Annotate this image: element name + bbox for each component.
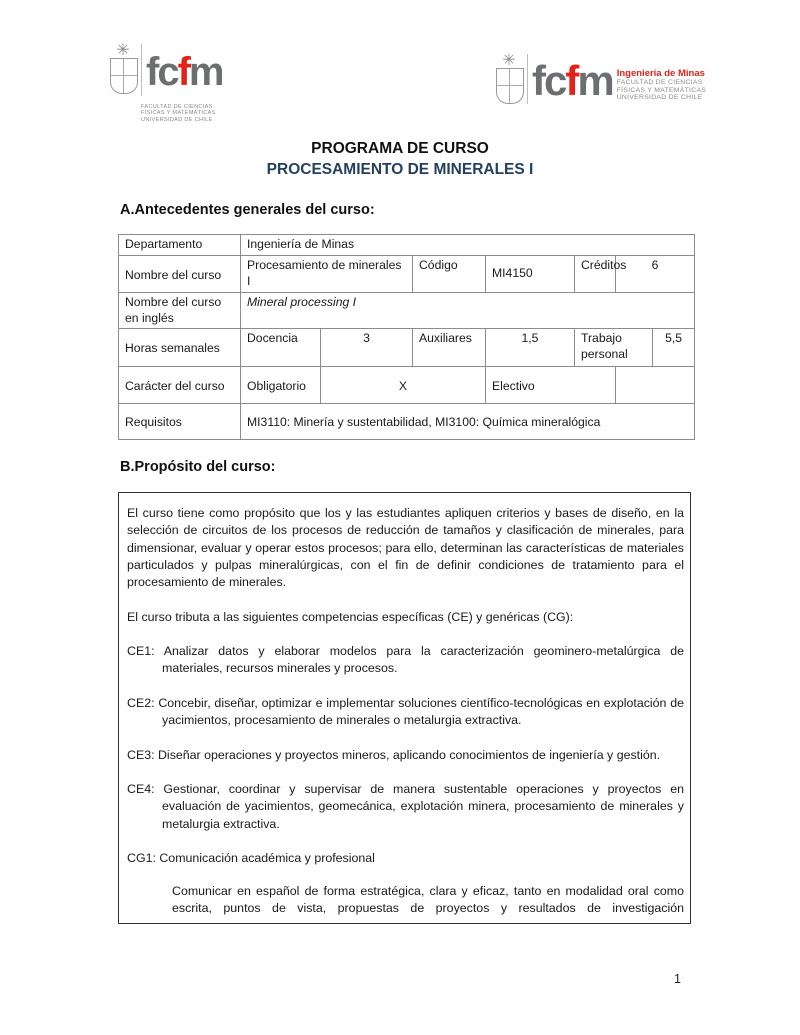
fcfm-wordmark: fcfm	[532, 57, 613, 104]
university-crest-icon: ✳	[494, 54, 524, 106]
competency-ce1: CE1: Analizar datos y elaborar modelos para la caracterización geominero-metalúrgica de materiales, recursos minerales y procesos.	[127, 644, 684, 676]
table-row-caracter	[119, 367, 695, 404]
university-crest-icon: ✳	[108, 44, 138, 96]
obligatorio-mark: X	[321, 367, 486, 404]
horas-label: Horas semanales	[119, 329, 241, 367]
table-row-horas	[119, 329, 695, 367]
electivo-mark	[616, 367, 695, 404]
auxiliares-value: 1,5	[486, 329, 575, 367]
nombre-ingles-value: Mineral processing I	[241, 293, 695, 329]
nombre-label: Nombre del curso	[119, 256, 241, 293]
table-row-nombre-ingles	[119, 293, 695, 329]
competency-ce3: CE3: Diseñar operaciones y proyectos mineros, aplicando conocimientos de ingeniería y gestión.	[127, 748, 661, 762]
section-a-heading: A.Antecedentes generales del curso:	[120, 202, 375, 218]
requisitos-label: Requisitos	[119, 404, 241, 440]
docencia-label: Docencia	[241, 329, 321, 367]
faculty-subtitle-left: FACULTAD DE CIENCIAS FÍSICAS Y MATEMÁTICAS UNIVERSIDAD DE CHILE	[141, 104, 216, 123]
department-name: Ingeniería de Minas	[616, 68, 705, 79]
requisitos-value: MI3110: Minería y sustentabilidad, MI3100: Química mineralógica	[241, 404, 695, 440]
competency-cg1-title: CG1: Comunicación académica y profesional	[127, 851, 375, 865]
trabajo-label: Trabajo personal	[575, 329, 653, 367]
caracter-label: Carácter del curso	[119, 367, 241, 404]
page-number: 1	[674, 972, 681, 986]
electivo-label: Electivo	[486, 367, 616, 404]
fcfm-logo-left	[108, 44, 222, 96]
table-row-nombre	[119, 256, 695, 293]
fcfm-logo-right	[494, 54, 706, 106]
trabajo-value: 5,5	[653, 329, 695, 367]
course-info-table	[118, 234, 695, 440]
competencies-intro: El curso tributa a las siguientes competencias específicas (CE) y genéricas (CG):	[127, 610, 574, 624]
section-b-heading: B.Propósito del curso:	[120, 459, 276, 475]
fcfm-wordmark: fcfm	[146, 50, 223, 94]
nombre-ingles-label: Nombre del curso en inglés	[119, 293, 241, 329]
table-row-departamento	[119, 235, 695, 256]
creditos-value: 6	[616, 256, 695, 293]
docencia-value: 3	[321, 329, 413, 367]
departamento-label: Departamento	[119, 235, 241, 256]
codigo-label: Código	[413, 256, 486, 293]
competency-cg1-text: Comunicar en español de forma estratégica, clara y eficaz, tanto en modalidad oral como escrita, puntos de vista, propuestas de proyectos y resultados de investigación	[172, 884, 684, 916]
purpose-box	[118, 492, 691, 924]
nombre-value: Procesamiento de minerales I	[241, 256, 413, 293]
faculty-subtitle-right: FACULTAD DE CIENCIAS FÍSICAS Y MATEMÁTICAS UNIVERSIDAD DE CHILE	[616, 79, 707, 102]
purpose-paragraph: El curso tiene como propósito que los y las estudiantes apliquen criterios y bases de diseño, en la selección de circuitos de los procesos de reducción de tamaños y clasificación de minerales, para dimensionar, evaluar y operar estos procesos; para ello, determinan las características de materiales particulados y pulpas mineralúrgicas, con el fin de definir condiciones de tratamiento para el procesamiento de minerales.	[127, 506, 684, 590]
table-row-requisitos	[119, 404, 695, 440]
departamento-value: Ingeniería de Minas	[241, 235, 695, 256]
program-title: PROGRAMA DE CURSO	[311, 140, 489, 157]
codigo-value: MI4150	[486, 256, 575, 293]
obligatorio-label: Obligatorio	[241, 367, 321, 404]
competency-ce2: CE2: Concebir, diseñar, optimizar e implementar soluciones científico-tecnológicas en explotación de yacimientos, procesamiento de minerales o metalurgia extractiva.	[127, 696, 684, 728]
competency-ce4: CE4: Gestionar, coordinar y supervisar de manera sustentable operaciones y proyectos en evaluación de yacimientos, geomecánica, explotación minera, procesamiento de minerales y metalurgia extractiva.	[127, 782, 684, 831]
creditos-label: Créditos	[575, 256, 616, 293]
course-title: PROCESAMIENTO DE MINERALES I	[266, 161, 534, 178]
auxiliares-label: Auxiliares	[413, 329, 486, 367]
